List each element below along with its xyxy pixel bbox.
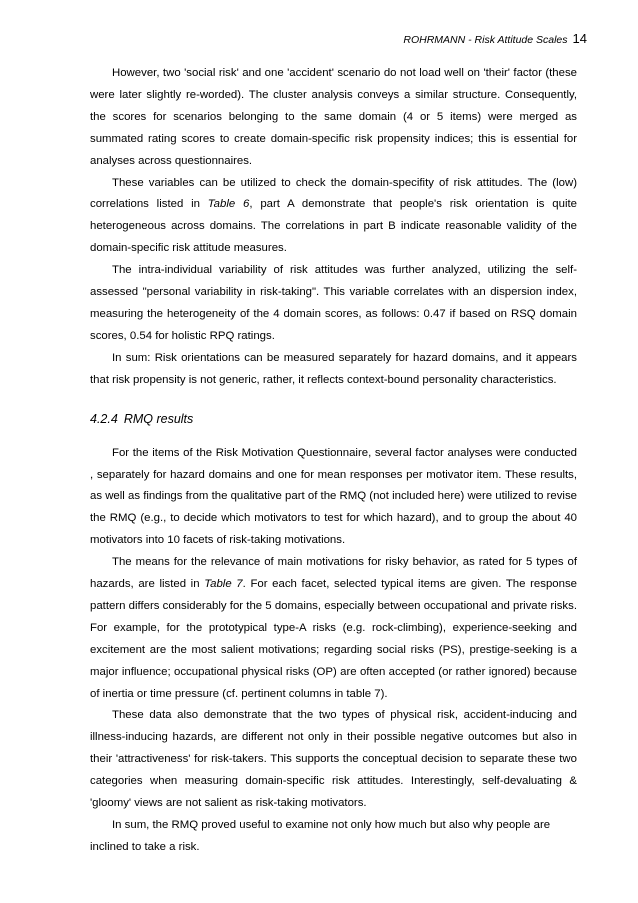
- paragraph-domain-specifity: [90, 173, 577, 261]
- page-body: [90, 63, 577, 859]
- text-fragment: The means for the relevance of main motivations for risky behavior, as rated for 5 types of hazards, are listed in: [90, 556, 577, 591]
- paragraph-motivation-means: [90, 552, 577, 705]
- section-number: 4.2.4: [90, 411, 118, 426]
- page-number: 14: [572, 31, 587, 46]
- paragraph-summary-risk-orientations: In sum: Risk orientations can be measured separately for hazard domains, and it appears that risk propensity is not generic, rather, it reflects context-bound personality characteristics.: [90, 351, 577, 386]
- running-title: ROHRMANN - Risk Attitude Scales: [403, 34, 568, 46]
- text-fragment: These variables can be utilized to check the domain-specifity of risk attitudes. The (low) correlations listed in: [90, 176, 577, 211]
- paragraph-physical-risk-types: These data also demonstrate that the two types of physical risk, accident-inducing and illness-inducing hazards, are different not only in their possible negative outcomes but also in their 'attractiveness' for risk-takers. This supports the conceptual decision to separate these two categories when measuring domain-specific risk attitudes. Interestingly, self-devaluating & 'gloomy' views are not salient as risk-taking motivators.: [90, 709, 577, 810]
- section-title: RMQ results: [123, 411, 194, 426]
- paragraph-scenario-loadings: However, two 'social risk' and one 'accident' scenario do not load well on 'their' factor (these were later slightly re-worded). The cluster analysis conveys a similar structure. Consequently, the scores for scenarios belonging to the same domain (4 or 5 items) were merged as summated rating scores to create domain-specific risk propensity indices; this is essential for analyses across questionnaires.: [90, 67, 577, 167]
- running-header: [403, 31, 587, 46]
- table-reference: Table 6: [207, 198, 250, 211]
- paragraph-summary-rmq: In sum, the RMQ proved useful to examine not only how much but also why people are inclined to take a risk.: [90, 819, 551, 853]
- paragraph-intra-individual-variability: The intra-individual variability of risk attitudes was further analyzed, utilizing the self-assessed "personal variability in risk-taking". This variable correlates with an dispersion index, measuring the heterogeneity of the 4 domain scores, as follows: 0.47 if based on RSQ domain scores, 0.54 for holistic RPQ ratings.: [90, 264, 577, 342]
- paragraph-factor-analyses: For the items of the Risk Motivation Questionnaire, several factor analyses were conducted , separately for hazard domains and one for mean responses per motivator item. These results, as well as findings from the qualitative part of the RMQ (not included here) were utilized to revise the RMQ (e.g., to decide which motivators to test for which hazard), and to group the about 40 motivators into 10 facets of risk-taking motivations.: [90, 446, 577, 547]
- section-heading: [90, 408, 577, 430]
- table-reference: Table 7: [204, 578, 243, 591]
- text-fragment: . For each facet, selected typical items are given. The response pattern differs considerably for the 5 domains, especially between occupational and private risks. For example, for the prototypical type-A risks (e.g. rock-climbing), experience-seeking and excitement are the most salient motivations; regarding social risks (PS), prestige-seeking is a major influence; occupational physical risks (OP) are often accepted (or rather ignored) because of inertia or time pressure (cf. pertinent columns in table 7).: [90, 578, 577, 700]
- text-fragment: , part A demonstrate that people's risk orientation is quite heterogeneous across domains. The correlations in part B indicate reasonable validity of the domain-specific risk attitude measures.: [90, 198, 577, 255]
